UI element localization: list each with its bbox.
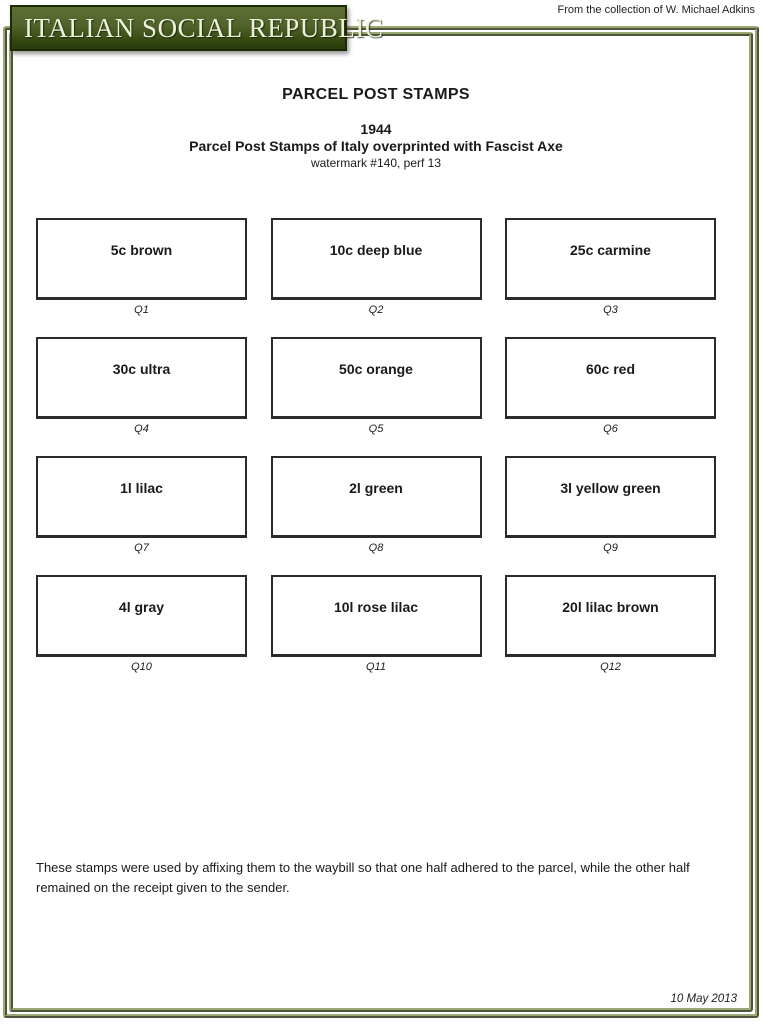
stamp-catalog-number: Q10: [131, 661, 152, 673]
stamp-cell: [36, 337, 247, 436]
stamp-catalog-number: Q1: [134, 304, 149, 316]
stamp-box: [271, 218, 482, 300]
stamp-catalog-number: Q4: [134, 423, 149, 435]
stamp-box: [36, 218, 247, 300]
stamp-box: [36, 456, 247, 538]
stamp-cell: [36, 456, 247, 555]
stamp-catalog-number: Q12: [600, 661, 621, 673]
album-title: ITALIAN SOCIAL REPUBLIC: [24, 12, 384, 43]
stamp-label: 1l lilac: [120, 480, 163, 496]
stamp-label: 60c red: [585, 361, 636, 377]
stamp-cell: [271, 218, 482, 317]
stamp-label: 4l gray: [118, 599, 165, 615]
stamp-cell: [271, 575, 482, 674]
stamp-cell: [36, 575, 247, 674]
stamp-box: [271, 337, 482, 419]
stamp-cell: [505, 337, 716, 436]
stamp-label: 50c orange: [339, 361, 413, 377]
stamp-catalog-number: Q9: [603, 542, 618, 554]
stamp-cell: [505, 575, 716, 674]
page-subtitle: Parcel Post Stamps of Italy overprinted with Fascist Axe: [189, 138, 563, 154]
page-year: 1944: [360, 121, 392, 137]
stamp-label: 3l yellow green: [560, 480, 661, 496]
stamp-box: [505, 337, 716, 419]
stamp-label: 2l green: [349, 480, 403, 496]
stamp-box: [505, 218, 716, 300]
stamp-cell: [505, 218, 716, 317]
stamp-cell: [271, 337, 482, 436]
stamp-catalog-number: Q3: [603, 304, 618, 316]
stamp-catalog-number: Q6: [603, 423, 618, 435]
stamp-cell: [271, 456, 482, 555]
stamp-grid: [36, 218, 716, 674]
stamp-catalog-number: Q7: [134, 542, 149, 554]
stamp-label: 20l lilac brown: [562, 599, 659, 615]
stamp-label: 5c brown: [110, 242, 173, 258]
stamp-box: [36, 337, 247, 419]
page-watermark-details: watermark #140, perf 13: [310, 156, 442, 170]
page-date: 10 May 2013: [670, 993, 737, 1005]
stamp-label: 10c deep blue: [329, 242, 423, 258]
stamp-catalog-number: Q8: [368, 542, 384, 554]
page-heading: PARCEL POST STAMPS: [282, 86, 470, 103]
album-title-banner: [10, 5, 384, 51]
collection-credit: From the collection of W. Michael Adkins: [557, 4, 755, 16]
stamp-label: 10l rose lilac: [333, 599, 419, 615]
stamp-box: [271, 456, 482, 538]
stamp-cell: [36, 218, 247, 317]
stamp-catalog-number: Q11: [366, 661, 386, 673]
stamp-catalog-number: Q2: [368, 304, 384, 316]
stamp-box: [36, 575, 247, 657]
stamp-box: [505, 456, 716, 538]
stamp-box: [271, 575, 482, 657]
stamp-label: 30c ultra: [112, 361, 171, 377]
usage-note: These stamps were used by affixing them to the waybill so that one half adhered to the parcel, while the other half remained on the receipt given to the sender.: [36, 860, 690, 895]
stamp-box: [505, 575, 716, 657]
stamp-label: 25c carmine: [570, 242, 651, 258]
stamp-catalog-number: Q5: [368, 423, 384, 435]
stamp-cell: [505, 456, 716, 555]
